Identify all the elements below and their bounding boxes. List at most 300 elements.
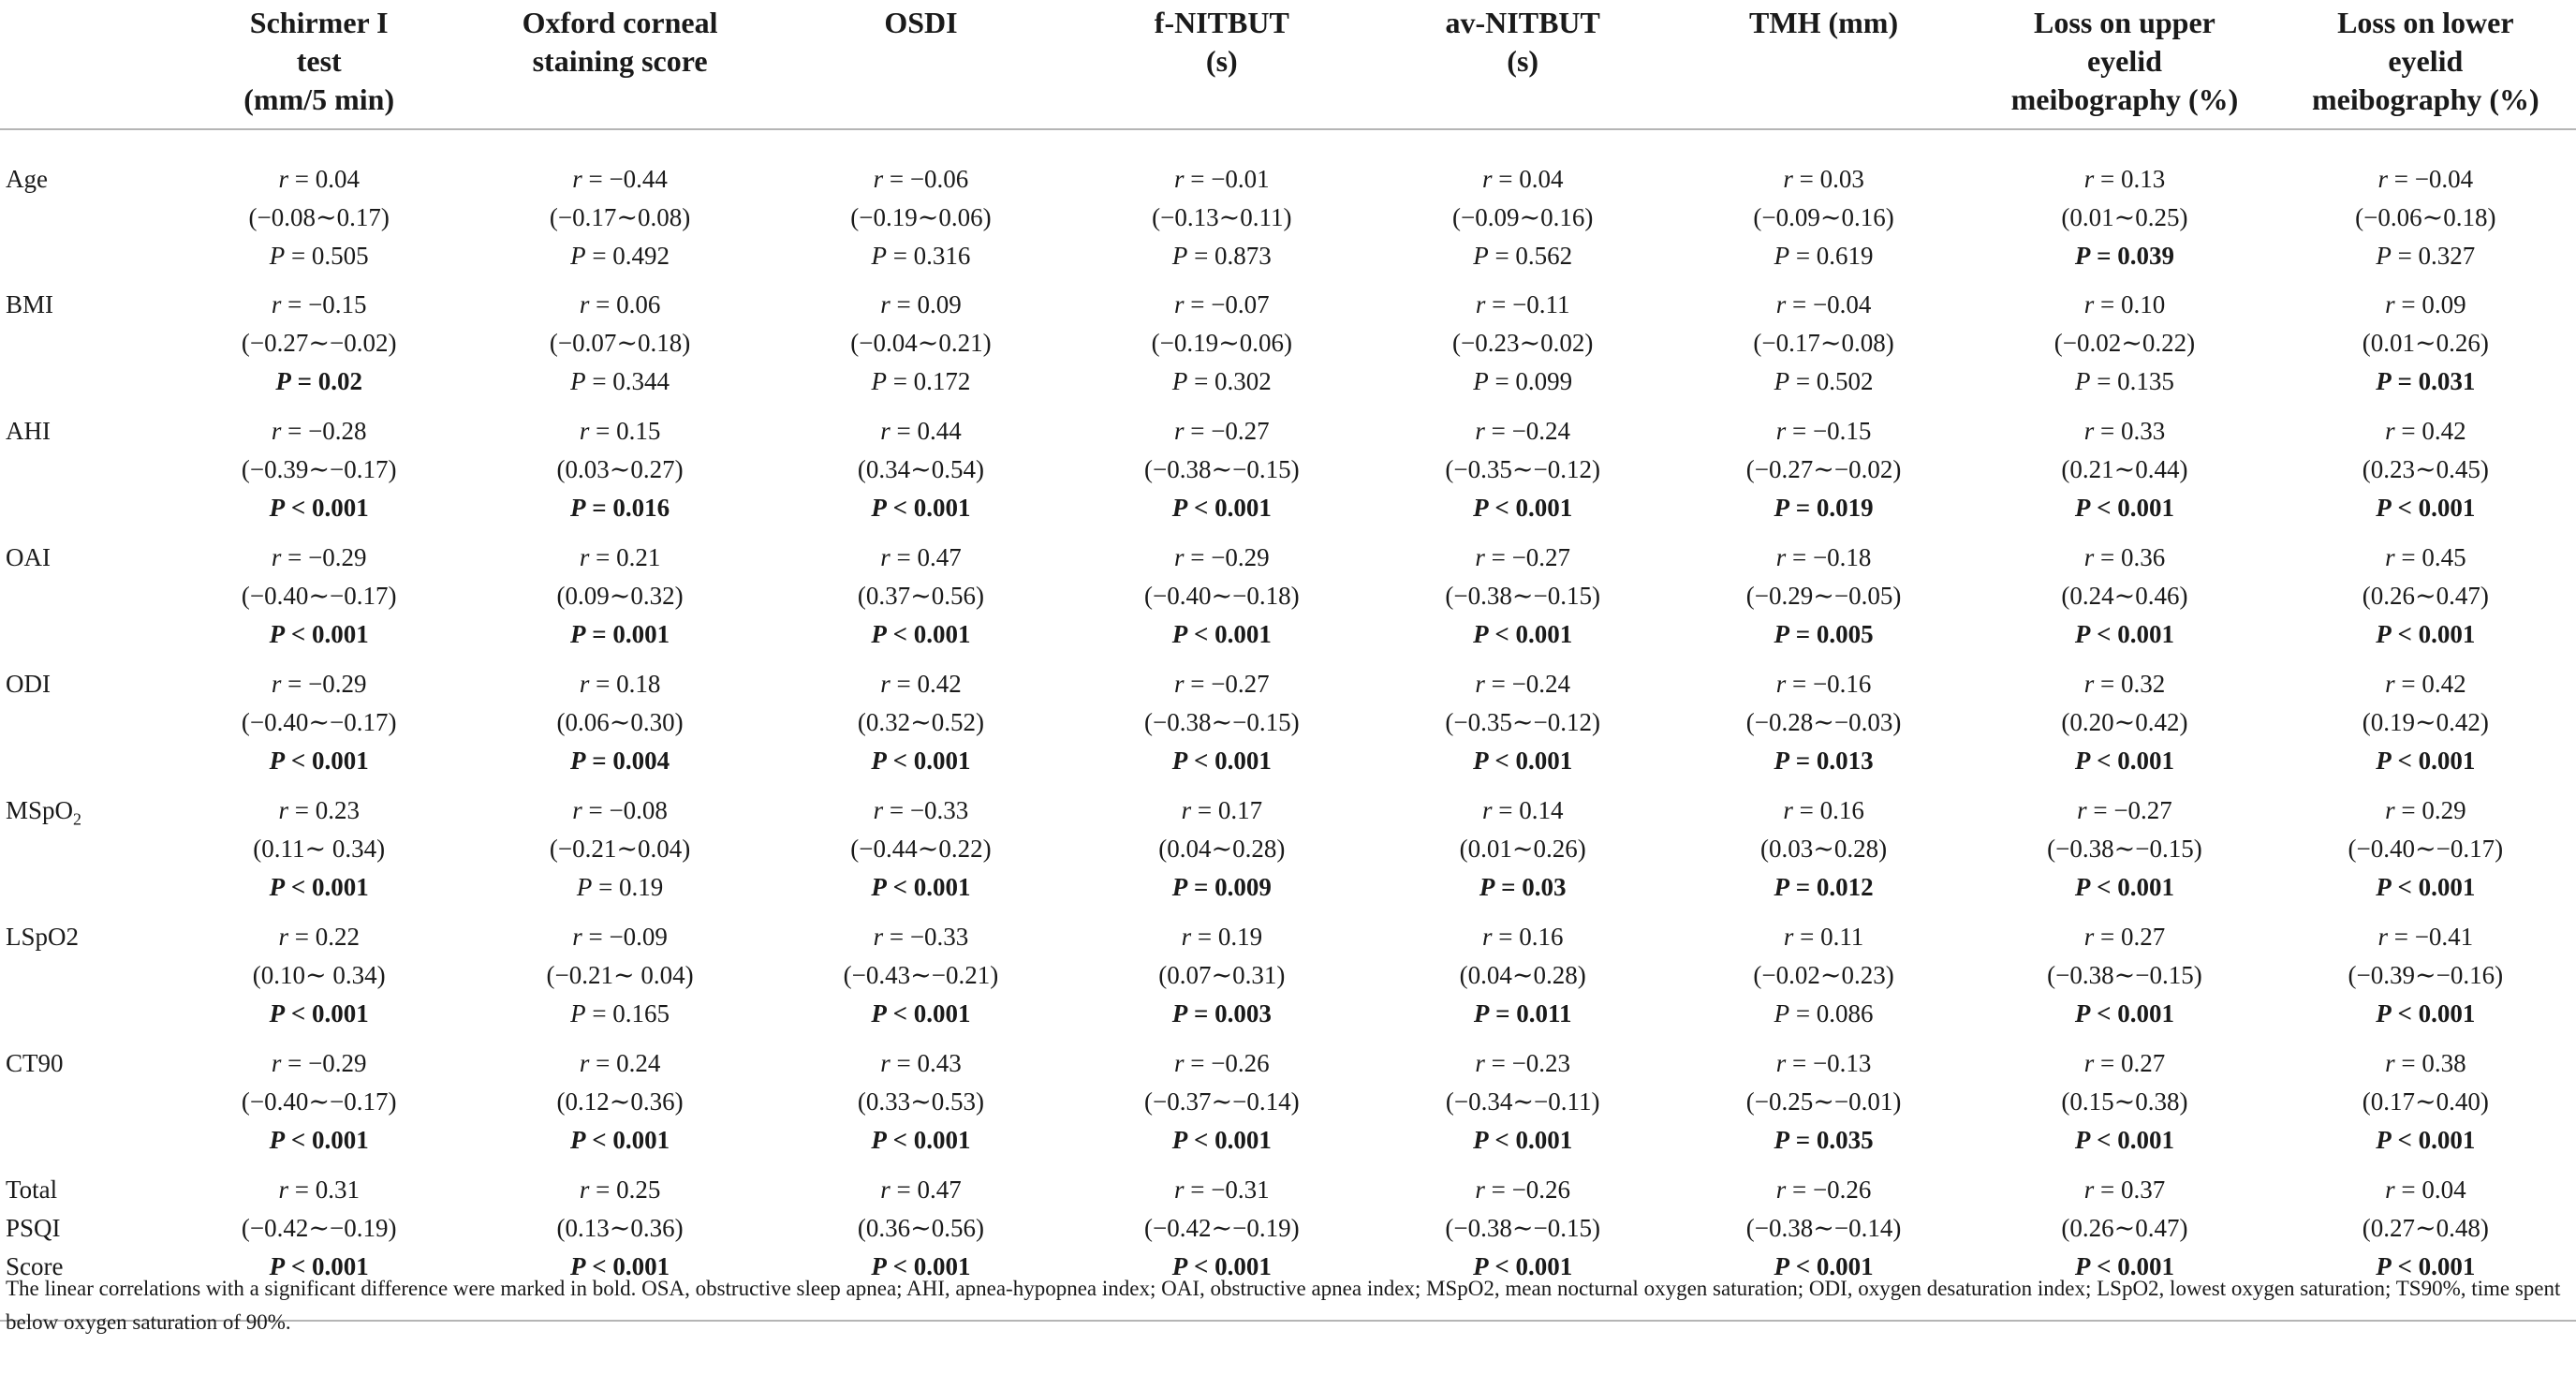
r-value: r = 0.04: [2385, 1176, 2466, 1204]
r-value: r = 0.17: [1181, 796, 1263, 824]
p-operator: <: [1795, 1252, 1811, 1280]
column-header-line: OSDI: [884, 6, 958, 39]
correlation-cell: [771, 665, 1071, 791]
correlation-cell: [169, 918, 469, 1044]
p-value: P = 0.172: [871, 367, 971, 395]
r-number: −0.18: [1812, 543, 1872, 571]
confidence-interval: (−0.27∼−0.02): [241, 329, 397, 357]
p-value: P = 0.086: [1774, 999, 1874, 1028]
correlation-cell: [1974, 539, 2274, 665]
r-value: r = −0.29: [271, 1049, 367, 1077]
r-value: r = 0.21: [579, 543, 661, 571]
p-operator: <: [892, 620, 907, 648]
r-number: 0.06: [616, 290, 661, 318]
confidence-interval: (0.09∼0.32): [556, 582, 684, 610]
p-number: 0.001: [2418, 999, 2476, 1028]
header-row: [0, 0, 2576, 129]
r-value: r = −0.29: [1173, 543, 1270, 571]
p-number: 0.001: [1515, 1252, 1573, 1280]
p-value-significant: P = 0.009: [1171, 873, 1272, 901]
confidence-interval: (−0.40∼−0.18): [1144, 582, 1300, 610]
p-number: 0.001: [913, 1126, 971, 1154]
p-operator: <: [1494, 747, 1509, 775]
p-operator: <: [2397, 494, 2412, 522]
p-number: 0.001: [913, 873, 971, 901]
r-value: r = 0.16: [1481, 923, 1564, 951]
r-value: r = −0.06: [873, 165, 969, 193]
p-operator: =: [2397, 242, 2412, 270]
p-number: 0.001: [2418, 494, 2476, 522]
column-header-line: eyelid: [2388, 44, 2464, 78]
p-value-significant: P < 0.001: [1473, 1252, 1573, 1280]
correlation-cell: [1373, 539, 1673, 665]
r-number: −0.27: [2113, 796, 2172, 824]
confidence-interval: (−0.40∼−0.17): [2348, 835, 2504, 863]
p-value: P = 0.165: [570, 999, 670, 1028]
r-value: r = 0.29: [2385, 796, 2466, 824]
p-number: 0.001: [2418, 1252, 2476, 1280]
confidence-interval: (−0.38∼−0.15): [1445, 582, 1600, 610]
column-header-line: Loss on lower: [2337, 6, 2514, 39]
row-label-line: ODI: [6, 670, 51, 698]
p-value-significant: P < 0.001: [569, 1126, 670, 1154]
r-number: 0.42: [917, 670, 962, 698]
confidence-interval: (−0.19∼0.06): [850, 203, 992, 231]
row-label: [0, 129, 169, 286]
p-operator: <: [2397, 999, 2412, 1028]
p-operator: =: [892, 367, 907, 395]
confidence-interval: (−0.09∼0.16): [1753, 203, 1894, 231]
p-value-significant: P < 0.001: [2074, 1126, 2174, 1154]
correlation-cell: [1071, 412, 1372, 539]
row-label: [0, 539, 169, 665]
p-value-significant: P < 0.001: [2074, 1252, 2174, 1280]
r-value: r = −0.28: [271, 417, 367, 445]
confidence-interval: (−0.17∼0.08): [549, 203, 691, 231]
r-value: r = 0.37: [2083, 1176, 2166, 1204]
p-value-significant: P < 0.001: [1171, 620, 1272, 648]
r-number: −0.04: [1812, 290, 1872, 318]
correlation-cell: [1673, 918, 1974, 1044]
r-value: r = 0.09: [2385, 290, 2466, 318]
p-operator: <: [1494, 1126, 1509, 1154]
row-label: [0, 412, 169, 539]
p-value: P = 0.502: [1774, 367, 1874, 395]
p-number: 0.02: [317, 367, 362, 395]
column-header-line: eyelid: [2086, 44, 2162, 78]
r-value: r = 0.27: [2083, 923, 2166, 951]
p-number: 0.001: [2117, 620, 2174, 648]
correlation-cell: [469, 791, 770, 918]
confidence-interval: (−0.27∼−0.02): [1745, 455, 1902, 483]
p-value-significant: P < 0.001: [1473, 747, 1573, 775]
r-value: r = 0.06: [579, 290, 661, 318]
r-number: −0.06: [909, 165, 969, 193]
r-number: −0.15: [1812, 417, 1872, 445]
p-number: 0.001: [2117, 494, 2174, 522]
p-value-significant: P < 0.001: [871, 999, 971, 1028]
p-value-significant: P = 0.016: [569, 494, 670, 522]
confidence-interval: (0.19∼0.42): [2362, 708, 2489, 736]
r-number: −0.33: [909, 923, 969, 951]
p-number: 0.562: [1515, 242, 1573, 270]
p-operator: <: [290, 1252, 306, 1280]
r-value: r = 0.44: [880, 417, 962, 445]
r-number: −0.15: [308, 290, 367, 318]
p-number: 0.001: [2418, 873, 2476, 901]
p-value-significant: P < 0.001: [2376, 1252, 2476, 1280]
r-value: r = −0.04: [1775, 290, 1872, 318]
correlation-cell: [1071, 129, 1372, 286]
correlation-cell: [1373, 1044, 1673, 1171]
p-number: 0.009: [1214, 873, 1272, 901]
r-value: r = −0.16: [1775, 670, 1872, 698]
p-number: 0.135: [2117, 367, 2174, 395]
correlation-cell: [469, 412, 770, 539]
p-number: 0.031: [2418, 367, 2476, 395]
header-blank-cell: [0, 0, 169, 129]
correlation-cell: [169, 539, 469, 665]
confidence-interval: (−0.43∼−0.21): [843, 961, 999, 989]
correlation-cell: [1071, 791, 1372, 918]
p-value: P = 0.873: [1171, 242, 1272, 270]
column-header-line: Loss on upper: [2034, 6, 2215, 39]
p-value-significant: P < 0.001: [1473, 494, 1573, 522]
confidence-interval: (0.33∼0.53): [857, 1087, 984, 1116]
p-value-significant: P < 0.001: [2074, 747, 2174, 775]
r-value: r = −0.23: [1475, 1049, 1571, 1077]
confidence-interval: (−0.02∼0.23): [1753, 961, 1894, 989]
r-value: r = 0.15: [579, 417, 661, 445]
r-number: 0.27: [2120, 1049, 2166, 1077]
confidence-interval: (0.04∼0.28): [1158, 835, 1286, 863]
p-operator: =: [1495, 999, 1510, 1028]
p-value: P = 0.099: [1473, 367, 1573, 395]
r-value: r = 0.25: [579, 1176, 661, 1204]
row-label-line: PSQI: [6, 1214, 61, 1242]
correlation-cell: [2275, 918, 2576, 1044]
r-number: 0.16: [1519, 923, 1564, 951]
confidence-interval: (0.36∼0.56): [857, 1214, 984, 1242]
confidence-interval: (−0.39∼−0.16): [2348, 961, 2504, 989]
r-number: 0.24: [616, 1049, 661, 1077]
r-number: 0.32: [2120, 670, 2166, 698]
r-value: r = 0.43: [880, 1049, 962, 1077]
r-number: −0.31: [1211, 1176, 1270, 1204]
confidence-interval: (0.13∼0.36): [556, 1214, 684, 1242]
p-value-significant: P < 0.001: [569, 1252, 670, 1280]
p-number: 0.873: [1214, 242, 1272, 270]
p-operator: <: [2097, 747, 2112, 775]
p-number: 0.001: [2117, 999, 2174, 1028]
correlation-cell: [1373, 918, 1673, 1044]
p-value-significant: P < 0.001: [1171, 494, 1272, 522]
r-number: −0.29: [308, 1049, 367, 1077]
p-value: P = 0.19: [576, 873, 664, 901]
r-value: r = −0.41: [2377, 923, 2474, 951]
confidence-interval: (−0.42∼−0.19): [1144, 1214, 1300, 1242]
r-value: r = −0.26: [1475, 1176, 1571, 1204]
p-number: 0.001: [1214, 494, 1272, 522]
correlation-cell: [1373, 665, 1673, 791]
p-operator: =: [1795, 1126, 1811, 1154]
p-number: 0.344: [612, 367, 670, 395]
p-operator: <: [892, 1252, 907, 1280]
confidence-interval: (−0.19∼0.06): [1151, 329, 1292, 357]
table-row: [0, 918, 2576, 1044]
r-number: 0.18: [616, 670, 661, 698]
column-header-line: TMH (mm): [1749, 6, 1899, 39]
column-header-line: (s): [1205, 44, 1238, 78]
confidence-interval: (−0.02∼0.22): [2053, 329, 2196, 357]
r-value: r = −0.44: [572, 165, 668, 193]
r-value: r = −0.11: [1475, 290, 1570, 318]
r-number: −0.23: [1511, 1049, 1571, 1077]
r-number: 0.44: [917, 417, 962, 445]
p-number: 0.165: [612, 999, 670, 1028]
p-number: 0.011: [1516, 999, 1572, 1028]
p-value: P = 0.619: [1774, 242, 1874, 270]
row-label-line: Total: [6, 1176, 58, 1204]
p-operator: =: [297, 367, 312, 395]
column-header-line: (s): [1507, 44, 1539, 78]
p-number: 0.001: [2117, 747, 2174, 775]
confidence-interval: (0.01∼0.25): [2061, 203, 2188, 231]
confidence-interval: (−0.23∼0.02): [1452, 329, 1594, 357]
p-value-significant: P < 0.001: [269, 873, 369, 901]
table-row: [0, 665, 2576, 791]
r-value: r = 0.36: [2083, 543, 2166, 571]
r-value: r = 0.16: [1783, 796, 1864, 824]
p-number: 0.001: [1515, 494, 1573, 522]
p-number: 0.001: [2418, 747, 2476, 775]
r-number: −0.01: [1211, 165, 1270, 193]
correlation-cell: [1974, 918, 2274, 1044]
correlation-cell: [169, 1044, 469, 1171]
r-number: 0.09: [2421, 290, 2466, 318]
confidence-interval: (−0.37∼−0.14): [1144, 1087, 1300, 1116]
confidence-interval: (−0.44∼0.22): [850, 835, 992, 863]
column-header-line: test: [296, 44, 342, 78]
p-value: P = 0.344: [570, 367, 670, 395]
r-value: r = −0.01: [1173, 165, 1270, 193]
p-value-significant: P < 0.001: [2376, 620, 2476, 648]
confidence-interval: (−0.40∼−0.17): [241, 708, 397, 736]
r-value: r = 0.09: [880, 290, 962, 318]
confidence-interval: (−0.42∼−0.19): [241, 1214, 397, 1242]
p-operator: <: [2097, 620, 2112, 648]
p-number: 0.039: [2117, 242, 2174, 270]
confidence-interval: (0.03∼0.28): [1760, 835, 1888, 863]
r-value: r = 0.04: [1481, 165, 1564, 193]
p-operator: <: [2397, 1252, 2412, 1280]
p-value-significant: P < 0.001: [269, 747, 369, 775]
r-number: 0.47: [917, 1176, 962, 1204]
column-header-line: staining score: [532, 44, 708, 78]
p-number: 0.172: [913, 367, 971, 395]
r-number: −0.24: [1511, 670, 1571, 698]
correlation-cell: [771, 129, 1071, 286]
p-operator: =: [1795, 620, 1811, 648]
r-number: 0.23: [315, 796, 360, 824]
r-value: r = −0.33: [873, 796, 969, 824]
r-number: 0.17: [1217, 796, 1263, 824]
r-number: 0.36: [2120, 543, 2166, 571]
r-value: r = 0.24: [579, 1049, 661, 1077]
p-value-significant: P = 0.001: [569, 620, 670, 648]
p-operator: <: [290, 494, 306, 522]
p-operator: =: [1795, 999, 1811, 1028]
column-header-line: meibography (%): [2311, 82, 2539, 116]
p-value: P = 0.562: [1473, 242, 1573, 270]
p-operator: =: [592, 367, 607, 395]
p-operator: =: [1193, 999, 1209, 1028]
table-footnote: The linear correlations with a significant difference were marked in bold. OSA, obstructive sleep apnea; AHI, apnea-hypopnea index; OAI, obstructive apnea index; MSpO2, mean nocturnal oxygen saturation; ODI, oxygen desaturation index; LSpO2, lowest oxygen saturation; TS90%, time spent below oxygen saturation of 90%.: [6, 1277, 2561, 1334]
correlation-cell: [169, 791, 469, 918]
r-value: r = −0.29: [271, 670, 367, 698]
correlation-cell: [771, 286, 1071, 412]
p-number: 0.001: [1515, 747, 1573, 775]
p-value-significant: P < 0.001: [2074, 494, 2174, 522]
p-value-significant: P < 0.001: [1473, 1126, 1573, 1154]
p-number: 0.016: [612, 494, 670, 522]
correlation-cell: [1373, 412, 1673, 539]
r-number: −0.07: [1211, 290, 1270, 318]
r-value: r = −0.33: [873, 923, 969, 951]
confidence-interval: (−0.17∼0.08): [1753, 329, 1894, 357]
r-value: r = −0.27: [1475, 543, 1571, 571]
p-operator: =: [290, 242, 306, 270]
p-value-significant: P < 0.001: [269, 1126, 369, 1154]
p-operator: <: [892, 747, 907, 775]
column-header: [1071, 0, 1372, 129]
r-number: 0.42: [2421, 417, 2466, 445]
p-number: 0.001: [913, 620, 971, 648]
confidence-interval: (−0.06∼0.18): [2355, 203, 2496, 231]
correlation-cell: [1673, 539, 1974, 665]
p-operator: <: [2397, 873, 2412, 901]
row-label: [0, 286, 169, 412]
r-value: r = −0.07: [1173, 290, 1270, 318]
r-value: r = −0.13: [1775, 1049, 1872, 1077]
table-body: [0, 129, 2576, 1321]
column-header: [169, 0, 469, 129]
p-number: 0.001: [2418, 620, 2476, 648]
correlation-cell: [2275, 412, 2576, 539]
p-number: 0.505: [311, 242, 369, 270]
r-number: −0.27: [1211, 417, 1270, 445]
p-number: 0.001: [913, 494, 971, 522]
correlation-cell: [771, 539, 1071, 665]
p-value-significant: P < 0.001: [269, 1252, 369, 1280]
p-number: 0.001: [312, 1252, 369, 1280]
p-operator: <: [2097, 1252, 2112, 1280]
p-value-significant: P < 0.001: [1473, 620, 1573, 648]
correlation-cell: [1974, 412, 2274, 539]
correlation-cell: [469, 1044, 770, 1171]
p-number: 0.004: [612, 747, 670, 775]
correlation-cell: [1673, 1044, 1974, 1171]
r-value: r = −0.09: [572, 923, 668, 951]
correlation-cell: [1071, 539, 1372, 665]
r-number: −0.09: [609, 923, 668, 951]
p-number: 0.086: [1816, 999, 1874, 1028]
r-value: r = 0.14: [1481, 796, 1564, 824]
correlation-cell: [1974, 1044, 2274, 1171]
r-number: 0.03: [1819, 165, 1864, 193]
table-row: [0, 539, 2576, 665]
r-value: r = −0.27: [1173, 417, 1270, 445]
confidence-interval: (0.21∼0.44): [2061, 455, 2188, 483]
p-value-significant: P < 0.001: [871, 873, 971, 901]
p-value-significant: P < 0.001: [1774, 1252, 1874, 1280]
p-number: 0.099: [1515, 367, 1573, 395]
confidence-interval: (0.32∼0.52): [857, 708, 984, 736]
row-label-line: LSpO2: [6, 923, 80, 951]
r-number: 0.13: [2120, 165, 2166, 193]
confidence-interval: (−0.25∼−0.01): [1745, 1087, 1902, 1116]
r-value: r = 0.03: [1783, 165, 1864, 193]
p-value-significant: P < 0.001: [1171, 1252, 1272, 1280]
p-value-significant: P = 0.004: [569, 747, 670, 775]
column-header: [1673, 0, 1974, 129]
p-operator: <: [290, 999, 306, 1028]
confidence-interval: (−0.34∼−0.11): [1445, 1087, 1600, 1116]
column-header: [1974, 0, 2274, 129]
p-number: 0.502: [1816, 367, 1874, 395]
p-number: 0.492: [612, 242, 670, 270]
confidence-interval: (0.11∼ 0.34): [253, 835, 386, 863]
p-operator: <: [290, 873, 306, 901]
p-operator: <: [290, 620, 306, 648]
p-value-significant: P < 0.001: [2074, 999, 2174, 1028]
p-value-significant: P = 0.005: [1774, 620, 1874, 648]
p-operator: <: [2097, 494, 2112, 522]
table-row: [0, 286, 2576, 412]
r-value: r = −0.26: [1173, 1049, 1270, 1077]
p-number: 0.03: [1522, 873, 1567, 901]
confidence-interval: (0.26∼0.47): [2061, 1214, 2188, 1242]
r-number: 0.31: [315, 1176, 360, 1204]
confidence-interval: (−0.21∼0.04): [549, 835, 691, 863]
r-number: −0.08: [609, 796, 668, 824]
p-number: 0.001: [312, 999, 369, 1028]
row-label-line: Score: [6, 1252, 64, 1280]
confidence-interval: (0.06∼0.30): [556, 708, 684, 736]
p-value-significant: P = 0.035: [1774, 1126, 1874, 1154]
correlation-cell: [771, 1044, 1071, 1171]
p-operator: =: [598, 873, 613, 901]
correlation-cell: [1974, 129, 2274, 286]
column-header: [771, 0, 1071, 129]
p-operator: <: [290, 747, 306, 775]
r-number: 0.04: [315, 165, 360, 193]
table-row: [0, 129, 2576, 286]
confidence-interval: (−0.07∼0.18): [549, 329, 691, 357]
p-operator: =: [1193, 873, 1209, 901]
r-value: r = 0.23: [278, 796, 360, 824]
column-header: [1373, 0, 1673, 129]
table-header: [0, 0, 2576, 129]
column-header: [469, 0, 770, 129]
confidence-interval: (−0.38∼−0.14): [1745, 1214, 1902, 1242]
p-number: 0.003: [1214, 999, 1272, 1028]
p-value-significant: P < 0.001: [1171, 1126, 1272, 1154]
correlation-cell: [469, 129, 770, 286]
p-operator: <: [2097, 1126, 2112, 1154]
p-number: 0.001: [312, 873, 369, 901]
confidence-interval: (−0.29∼−0.05): [1745, 582, 1902, 610]
